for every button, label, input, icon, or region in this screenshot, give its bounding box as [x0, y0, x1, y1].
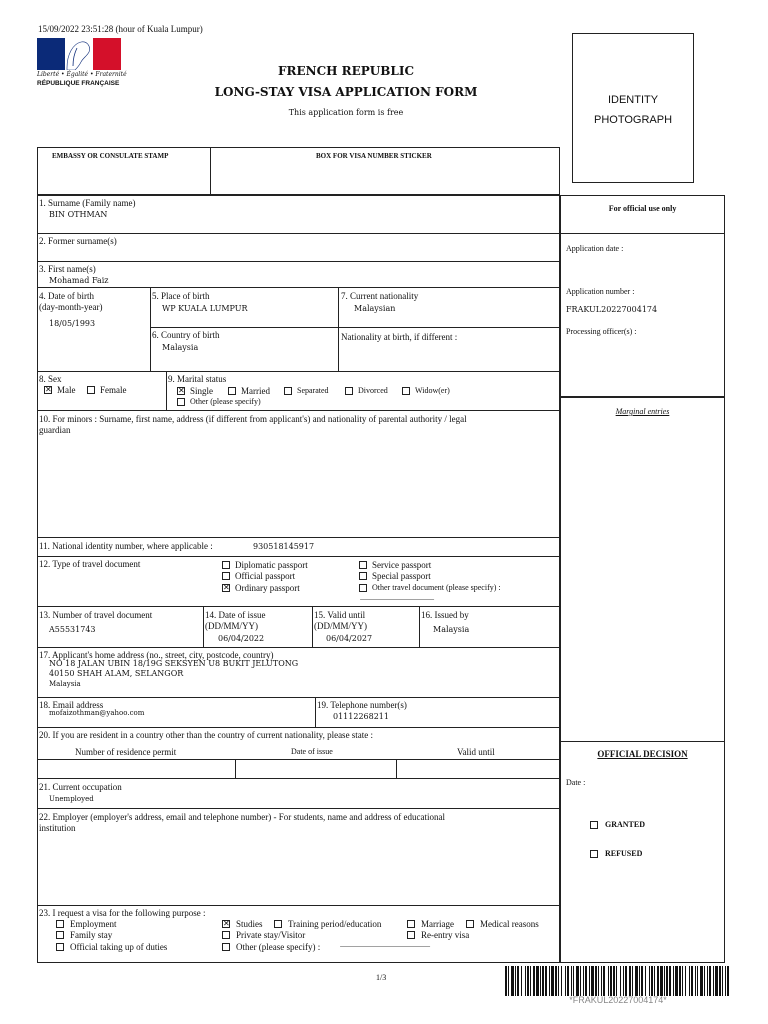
barcode-bar — [651, 966, 653, 996]
barcode-bar — [639, 966, 640, 996]
barcode-bar — [527, 966, 529, 996]
telephone-label: 19. Telephone number(s) — [317, 700, 407, 710]
home-address-label: 17. Applicant's home address (no., street, city, postcode, country) — [39, 650, 274, 660]
barcode-bar — [722, 966, 723, 996]
barcode-bar — [635, 966, 638, 996]
marital-married-checkbox[interactable] — [228, 387, 236, 395]
barcode-bar — [704, 966, 705, 996]
marital-single-checkbox[interactable]: ✕ — [178, 386, 185, 395]
barcode-bar — [669, 966, 671, 996]
barcode-bar — [595, 966, 597, 996]
marital-married-label: Married — [241, 386, 270, 396]
barcode-bar — [545, 966, 547, 996]
barcode-bar — [533, 966, 535, 996]
marital-separated-checkbox[interactable] — [284, 387, 292, 395]
date-of-issue-label: 14. Date of issue — [205, 610, 266, 620]
purpose-studies-checkbox[interactable]: ✕ — [223, 919, 230, 928]
purpose-medical-label: Medical reasons — [480, 919, 539, 929]
residence-issue-col: Date of issue — [291, 747, 333, 756]
barcode-bar — [517, 966, 519, 996]
dob-format-label: (day-month-year) — [39, 302, 103, 312]
barcode-bar — [555, 966, 557, 996]
purpose-studies-label: Studies — [236, 919, 263, 929]
special-passport-checkbox[interactable] — [359, 572, 367, 580]
barcode-icon — [505, 966, 731, 996]
purpose-employment-label: Employment — [70, 919, 117, 929]
barcode-bar — [620, 966, 621, 996]
barcode-bar — [679, 966, 681, 996]
barcode-bar — [682, 966, 683, 996]
national-id-value[interactable]: 930518145917 — [253, 542, 315, 551]
barcode-bar — [613, 966, 615, 996]
date-of-issue-value[interactable]: 06/04/2022 — [218, 634, 265, 643]
diplomatic-passport-label: Diplomatic passport — [235, 560, 308, 570]
photo-label-1: IDENTITY — [607, 94, 659, 106]
sex-male-checkbox[interactable]: ✕ — [45, 385, 52, 394]
dob-label: 4. Date of birth — [39, 291, 94, 301]
barcode-bar — [511, 966, 514, 996]
barcode-bar — [641, 966, 643, 996]
service-passport-checkbox[interactable] — [359, 561, 367, 569]
marital-other-checkbox[interactable] — [177, 398, 185, 406]
official-decision-title: OFFICIAL DECISION — [597, 749, 688, 759]
surname-value[interactable]: BIN OTHMAN — [49, 210, 108, 219]
sex-female-label: Female — [100, 385, 127, 395]
marital-separated-label: Separated — [297, 386, 329, 395]
barcode-bar — [691, 966, 693, 996]
refused-checkbox[interactable] — [590, 850, 598, 858]
purpose-reentry-label: Re-entry visa — [421, 930, 470, 940]
logo-name: RÉPUBLIQUE FRANÇAISE — [37, 80, 120, 87]
barcode-bar — [540, 966, 541, 996]
decision-date-label: Date : — [566, 778, 586, 787]
barcode-bar — [649, 966, 650, 996]
barcode-bar — [675, 966, 678, 996]
barcode-bar — [685, 966, 686, 996]
home-address-line3[interactable]: Malaysia — [49, 680, 81, 688]
occupation-value[interactable]: Unemployed — [49, 795, 94, 803]
diplomatic-passport-checkbox[interactable] — [222, 561, 230, 569]
granted-checkbox[interactable] — [590, 821, 598, 829]
country-of-birth-value[interactable]: Malaysia — [162, 343, 199, 352]
telephone-value[interactable]: 01112268211 — [333, 712, 389, 721]
barcode-bar — [719, 966, 721, 996]
barcode-bar — [654, 966, 655, 996]
ordinary-passport-label: Ordinary passport — [235, 583, 300, 593]
visa-purpose-label: 23. I request a visa for the following purpose : — [39, 908, 206, 918]
valid-until-label: 15. Valid until — [314, 610, 366, 620]
purpose-family-label: Family stay — [70, 930, 113, 940]
purpose-reentry-checkbox[interactable] — [407, 931, 415, 939]
photo-label-2: PHOTOGRAPH — [593, 114, 673, 126]
barcode-bar — [565, 966, 566, 996]
purpose-other-checkbox[interactable] — [222, 943, 230, 951]
purpose-official-label: Official taking up of duties — [70, 942, 168, 952]
marginal-entries-label: Marginal entries — [615, 407, 670, 416]
processing-officer-label: Processing officer(s) : — [566, 327, 637, 336]
page-title: LONG-STAY VISA APPLICATION FORM — [214, 85, 478, 99]
other-travel-doc-checkbox[interactable] — [359, 584, 367, 592]
barcode-bar — [530, 966, 531, 996]
barcode-bar — [660, 966, 663, 996]
barcode-bar — [645, 966, 646, 996]
official-use-title: For official use only — [608, 204, 677, 213]
nationality-value[interactable]: Malaysian — [354, 304, 396, 313]
identity-photo-box — [572, 33, 694, 183]
stamp-label: EMBASSY OR CONSULATE STAMP — [52, 152, 169, 160]
minors-label: 10. For minors : Surname, first name, address (if different from applicant's) and nationality of parental authority / legal — [39, 414, 467, 424]
nationality-label: 7. Current nationality — [341, 291, 419, 301]
residence-permit-col: Number of residence permit — [75, 747, 177, 757]
sex-label: 8. Sex — [39, 374, 62, 384]
barcode-bar — [598, 966, 599, 996]
valid-until-format: (DD/MM/YY) — [314, 621, 367, 631]
service-passport-label: Service passport — [372, 560, 432, 570]
barcode-bar — [664, 966, 665, 996]
barcode-bar — [666, 966, 668, 996]
application-date-label: Application date : — [566, 244, 624, 253]
refused-label: REFUSED — [605, 849, 643, 858]
header-note: This application form is free — [288, 108, 404, 117]
home-address-line1[interactable]: NO 18 JALAN UBIN 18/19G SEKSYEN U8 BUKIT JELUTONG — [49, 659, 299, 668]
ordinary-passport-checkbox[interactable]: ✕ — [223, 583, 230, 592]
barcode-bar — [727, 966, 729, 996]
barcode-bar — [601, 966, 602, 996]
barcode-bar — [707, 966, 708, 996]
official-passport-checkbox[interactable] — [222, 572, 230, 580]
barcode-bar — [725, 966, 726, 996]
barcode-bar — [521, 966, 522, 996]
barcode-bar — [689, 966, 690, 996]
barcode-bar — [549, 966, 550, 996]
other-travel-doc-label: Other travel document (please specify) : — [372, 583, 501, 592]
barcode-bar — [591, 966, 594, 996]
barcode-bar — [623, 966, 624, 996]
application-number-value: FRAKUL20227004174 — [566, 305, 658, 314]
place-of-birth-value[interactable]: WP KUALA LUMPUR — [162, 304, 248, 313]
barcode-bar — [700, 966, 703, 996]
barcode — [505, 966, 731, 996]
barcode-bar — [542, 966, 544, 996]
barcode-bar — [585, 966, 587, 996]
date-of-issue-format: (DD/MM/YY) — [205, 621, 258, 631]
barcode-bar — [608, 966, 609, 996]
barcode-bar — [551, 966, 554, 996]
first-name-label: 3. First name(s) — [39, 264, 96, 274]
special-passport-label: Special passport — [372, 571, 431, 581]
first-name-value[interactable]: Mohamad Faiz — [49, 276, 109, 285]
marital-status-label: 9. Marital status — [168, 374, 227, 384]
barcode-bar — [505, 966, 507, 996]
barcode-bar — [515, 966, 516, 996]
applicant-form — [37, 195, 560, 963]
barcode-bar — [558, 966, 559, 996]
granted-label: GRANTED — [605, 820, 646, 829]
barcode-bar — [573, 966, 574, 996]
purpose-medical-checkbox[interactable] — [466, 920, 474, 928]
travel-doc-number-value[interactable]: A55531743 — [49, 625, 96, 634]
barcode-bar — [567, 966, 569, 996]
logo-motto: Liberté • Égalité • Fraternité — [37, 71, 127, 78]
travel-doc-number-label: 13. Number of travel document — [39, 610, 153, 620]
barcode-bar — [610, 966, 612, 996]
marital-divorced-label: Divorced — [358, 386, 388, 395]
occupation-label: 21. Current occupation — [39, 782, 122, 792]
purpose-official-checkbox[interactable] — [56, 943, 64, 951]
application-number-label: Application number : — [566, 287, 635, 296]
valid-until-value[interactable]: 06/04/2027 — [326, 634, 373, 643]
purpose-other-dots: .......................................................................................... — [340, 943, 430, 949]
barcode-bar — [629, 966, 631, 996]
marital-divorced-checkbox[interactable] — [345, 387, 353, 395]
marital-other-label: Other (please specify) — [190, 397, 261, 406]
barcode-bar — [709, 966, 711, 996]
barcode-text: *FRAKUL20227004174* — [569, 995, 667, 1005]
residence-valid-col: Valid until — [457, 747, 495, 757]
employer-label-2: institution — [39, 823, 76, 833]
marital-single-label: Single — [190, 386, 214, 396]
travel-doc-type-label: 12. Type of travel document — [39, 559, 141, 569]
barcode-bar — [713, 966, 714, 996]
purpose-marriage-label: Marriage — [421, 919, 454, 929]
barcode-bar — [673, 966, 674, 996]
national-id-label: 11. National identity number, where applicable : — [39, 541, 213, 551]
place-of-birth-label: 5. Place of birth — [152, 291, 210, 301]
sex-male-label: Male — [57, 385, 76, 395]
issued-by-value[interactable]: Malaysia — [433, 625, 470, 634]
country-of-birth-label: 6. Country of birth — [152, 330, 220, 340]
residence-label: 20. If you are resident in a country other than the country of current nationality, please state : — [39, 730, 374, 740]
purpose-private-checkbox[interactable] — [222, 931, 230, 939]
barcode-bar — [616, 966, 617, 996]
header-country: FRENCH REPUBLIC — [277, 64, 415, 78]
official-passport-label: Official passport — [235, 571, 296, 581]
purpose-other-label: Other (please specify) : — [236, 942, 321, 952]
barcode-bar — [625, 966, 627, 996]
email-label: 18. Email address — [39, 700, 104, 710]
barcode-bar — [536, 966, 539, 996]
other-travel-doc-dots: .......................................................................... — [360, 596, 434, 602]
purpose-training-checkbox[interactable] — [274, 920, 282, 928]
surname-label: 1. Surname (Family name) — [39, 198, 136, 208]
minors-label-2: guardian — [39, 425, 71, 435]
purpose-family-checkbox[interactable] — [56, 931, 64, 939]
barcode-bar — [589, 966, 590, 996]
timestamp: 15/09/2022 23:51:28 (hour of Kuala Lumpur) — [38, 24, 203, 34]
barcode-bar — [697, 966, 698, 996]
page-number: 1/3 — [376, 973, 387, 982]
barcode-bar — [695, 966, 696, 996]
barcode-bar — [583, 966, 584, 996]
issued-by-label: 16. Issued by — [421, 610, 469, 620]
barcode-bar — [571, 966, 572, 996]
marianne-flag-icon — [37, 38, 121, 70]
employer-label: 22. Employer (employer's address, email and telephone number) - For students, name and address of educational — [39, 812, 446, 822]
barcode-bar — [561, 966, 562, 996]
barcode-bar — [580, 966, 581, 996]
barcode-bar — [657, 966, 659, 996]
purpose-employment-checkbox[interactable] — [56, 920, 64, 928]
barcode-bar — [632, 966, 633, 996]
barcode-bar — [508, 966, 509, 996]
barcode-bar — [715, 966, 718, 996]
email-value[interactable]: mofaizothman@yahoo.com — [49, 709, 145, 717]
barcode-bar — [576, 966, 579, 996]
sex-female-checkbox[interactable] — [87, 386, 95, 394]
purpose-marriage-checkbox[interactable] — [407, 920, 415, 928]
marital-widow-label: Widow(er) — [415, 386, 450, 395]
barcode-bar — [603, 966, 605, 996]
purpose-private-label: Private stay/Visitor — [236, 930, 306, 940]
nationality-at-birth-label: Nationality at birth, if different : — [341, 332, 458, 342]
marital-widow-checkbox[interactable] — [402, 387, 410, 395]
home-address-line2[interactable]: 40150 SHAH ALAM, SELANGOR — [49, 669, 184, 678]
barcode-bar — [525, 966, 526, 996]
republic-logo — [37, 38, 127, 90]
dob-value[interactable]: 18/05/1993 — [49, 319, 96, 328]
purpose-training-label: Training period/education — [288, 919, 382, 929]
former-surname-label: 2. Former surname(s) — [39, 236, 117, 246]
marginal-decision-box — [560, 397, 725, 963]
sticker-label: BOX FOR VISA NUMBER STICKER — [316, 152, 432, 160]
